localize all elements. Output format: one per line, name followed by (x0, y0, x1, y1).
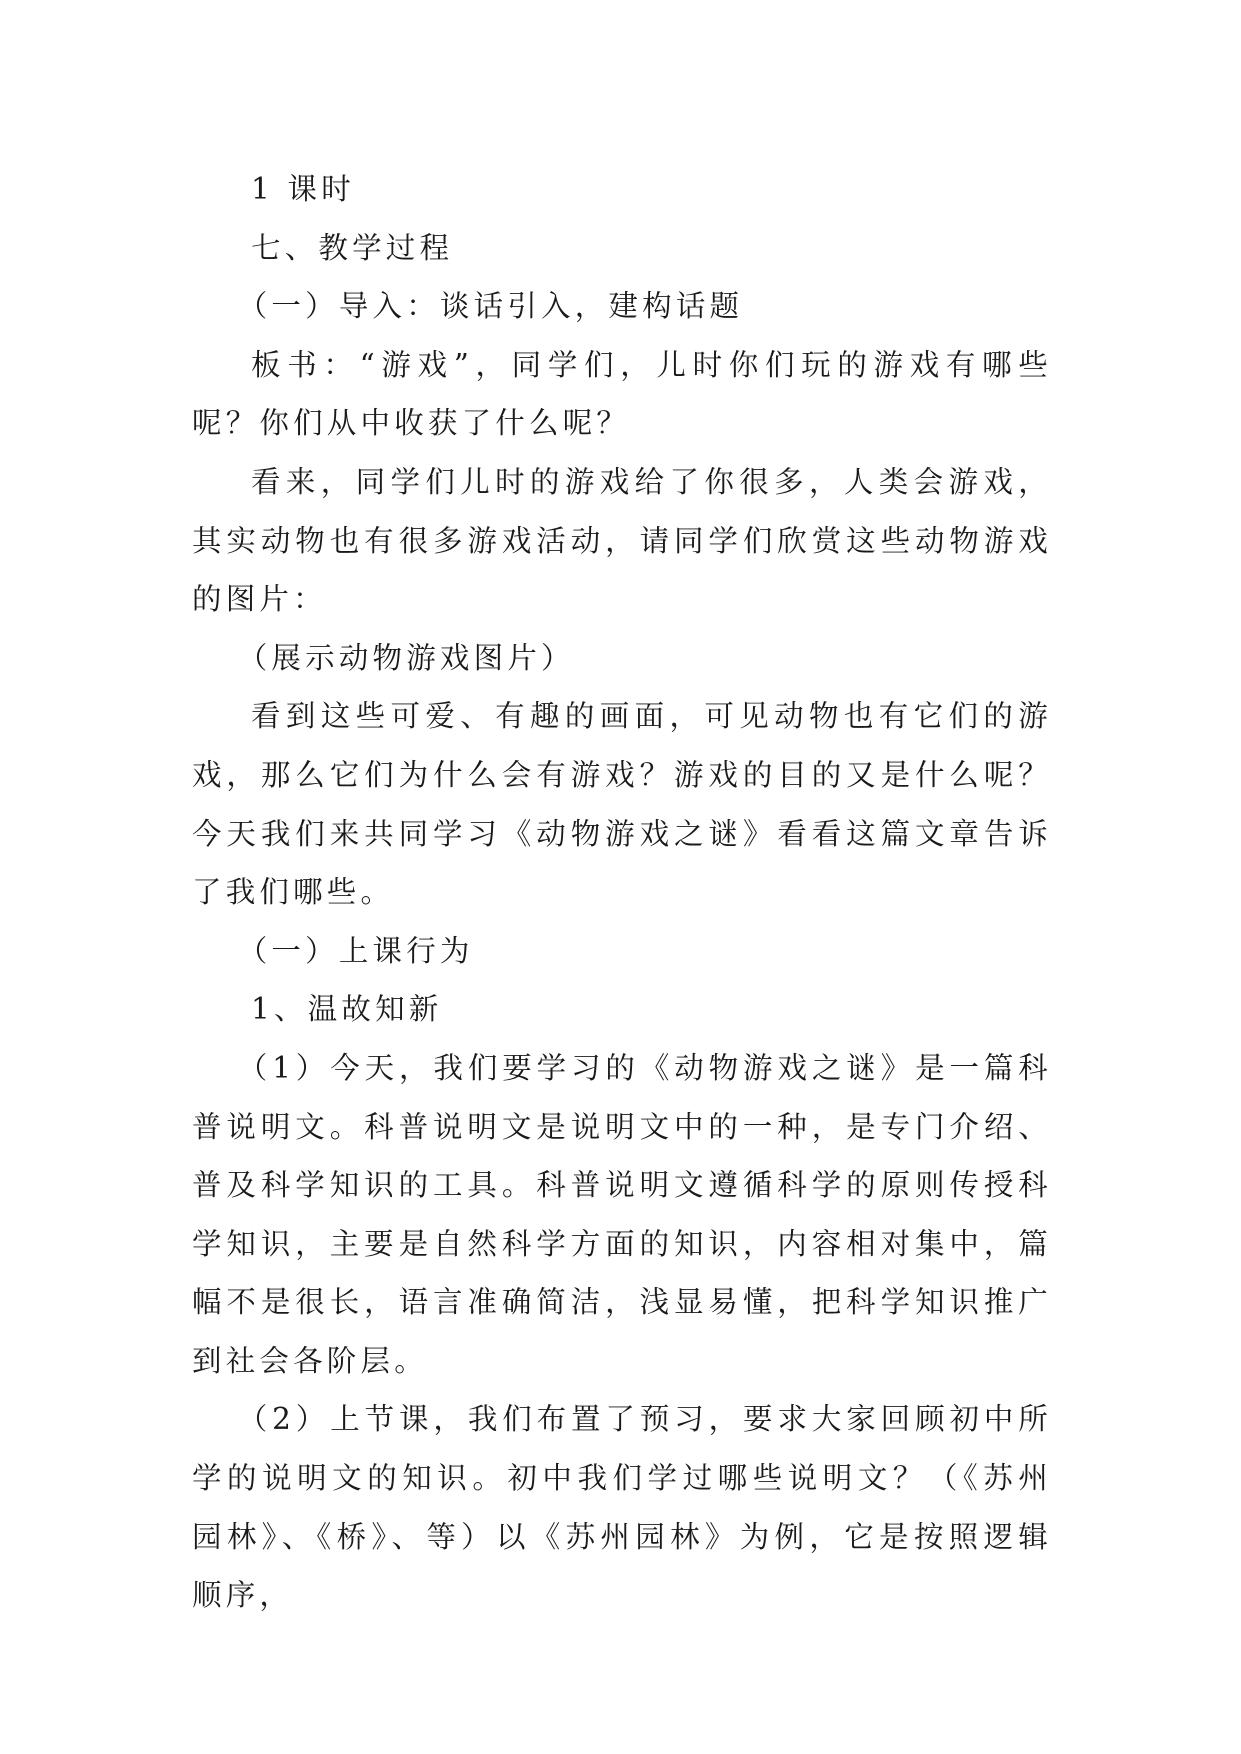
paragraph-animal-games: 看来，同学们儿时的游戏给了你很多，人类会游戏，其实动物也有很多游戏活动，请同学们欣赏这些动物游戏的图片： (192, 464, 1052, 617)
heading-teaching-process: 七、教学过程 (251, 230, 454, 265)
heading-introduction: （一）导入：谈话引入，建构话题 (237, 289, 744, 324)
document-body (192, 160, 1052, 1625)
paragraph-preview: （2）上节课，我们布置了预习，要求大家回顾初中所学的说明文的知识。初中我们学过哪些说明文？（《苏州园林》、《桥》、等）以《苏州园林》为例，它是按照逻辑顺序， (192, 1402, 1052, 1613)
paragraph-lesson-intro: 看到这些可爱、有趣的画面，可见动物也有它们的游戏，那么它们为什么会有游戏？游戏的目的又是什么呢？今天我们来共同学习《动物游戏之谜》看看这篇文章告诉了我们哪些。 (192, 699, 1052, 910)
paragraph-popular-science: （1）今天，我们要学习的《动物游戏之谜》是一篇科普说明文。科普说明文是说明文中的一种，是专门介绍、普及科学知识的工具。科普说明文遵循科学的原则传授科学知识，主要是自然科学方面的知识，内容相对集中，篇幅不是很长，语言准确简洁，浅显易懂，把科学知识推广到社会各阶层。 (192, 1050, 1052, 1378)
paragraph-blackboard: 板书：“游戏”，同学们，儿时你们玩的游戏有哪些呢？你们从中收获了什么呢？ (192, 347, 1052, 441)
heading-class-activity: （一）上课行为 (237, 933, 474, 968)
heading-review: 1、温故知新 (251, 992, 443, 1027)
paragraph-class-hours: 1 课时 (251, 172, 355, 206)
paragraph-show-pictures: （展示动物游戏图片） (237, 640, 575, 675)
